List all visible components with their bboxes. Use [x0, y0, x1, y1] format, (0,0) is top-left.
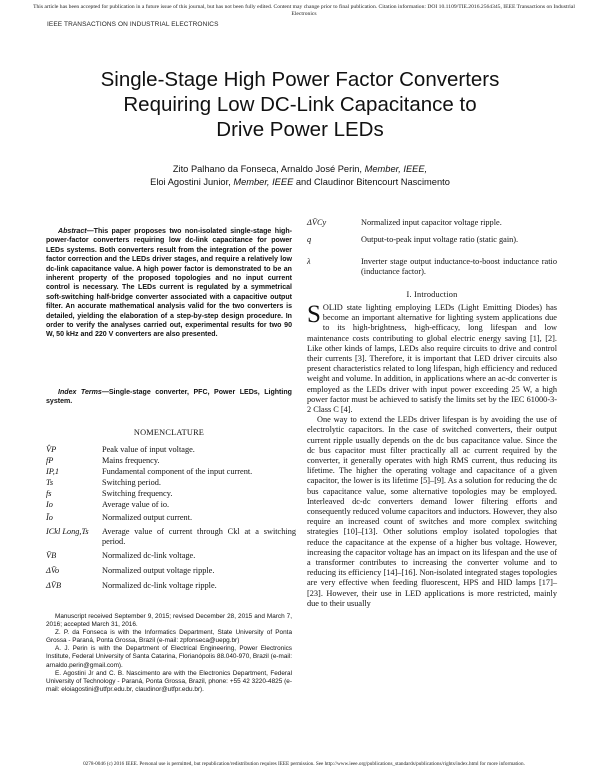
title-line-3: Drive Power LEDs — [216, 118, 384, 141]
index-terms-label: Index Terms — [58, 389, 102, 396]
nomenclature-symbol: Ts — [46, 478, 54, 487]
nomenclature-symbol: ΔV̄o — [46, 566, 60, 575]
nomenclature-definition: Output-to-peak input voltage ratio (static gain). — [361, 235, 519, 244]
paper-title — [40, 67, 560, 142]
authors-line-2-end: and Claudinor Bitencourt Nascimento — [293, 176, 450, 187]
nomenclature-definition: Switching period. — [102, 478, 161, 487]
index-terms — [46, 388, 292, 407]
nomenclature-definition: Normalized output voltage ripple. — [102, 566, 215, 575]
abstract-label: Abstract — [58, 228, 87, 235]
nomenclature-symbol: fs — [46, 489, 52, 498]
nomenclature-definition: Peak value of input voltage. — [102, 445, 195, 454]
journal-name: IEEE TRANSACTIONS ON INDUSTRIAL ELECTRONICS — [47, 21, 219, 28]
nomenclature-symbol: ΔV̄Cy — [307, 218, 327, 227]
nomenclature-symbol: fP — [46, 456, 54, 465]
nomenclature-symbol: ICkl Long,Ts — [46, 527, 89, 536]
abstract — [46, 227, 292, 340]
footnote-received: Manuscript received September 9, 2015; revised December 28, 2015 and March 7, 2016; accepted March 31, 2016. — [46, 613, 292, 629]
footnote-author-2: A. J. Perin is with the Department of Electrical Engineering, Power Electronics Institute, Federal University of Santa Catarina, Florianópolis 88.040-970, Brazil (e-mail: arnaldo.perin@gmail.com). — [46, 645, 292, 669]
index-terms-text: —Single-stage converter, PFC, Power LEDs, Lighting system. — [46, 389, 292, 406]
membership: Member, IEEE — [233, 176, 294, 187]
footnote-author-1: Z. P. da Fonseca is with the Informatics Department, State University of Ponta Grossa - Paraná, Ponta Grossa, Brazil (e-mail: zpfonseca@uepg.br) — [46, 629, 292, 645]
introduction-body — [307, 303, 557, 609]
nomenclature-definition: Mains frequency. — [102, 456, 160, 465]
nomenclature-heading: NOMENCLATURE — [133, 428, 205, 437]
author-footnote — [46, 613, 292, 694]
nomenclature-definition: Average value of io. — [102, 500, 170, 509]
intro-paragraph-1 — [307, 303, 557, 415]
nomenclature-definition: Average value of current through Ckl at a switching period. — [102, 527, 296, 546]
intro-paragraph-1-text: state lighting employing LEDs (Light Emitting Diodes) has become an important alternative for lighting system applications due to its high-brightness, high-efficacy, long lifespan and low maintenance costs contributing to global electric energy saving [1], [2]. Like other kinds of lamps, LEDs also require circuits to drive and control their currents [3]. Therefore, it is important that LED driver circuits also present characteristics related to long lifespan, high efficiency and reduced weight and volume. In addition, in applications where an ac-dc converter is employed as the LEDs driver with input power exceeding 25 W, a high power factor must be achieved to satisfy the limits set by the IEC 61000-3-2 Class C [4]. — [307, 303, 557, 415]
nomenclature-symbol: Io — [46, 500, 53, 509]
intro-smallcaps: OLID — [322, 303, 343, 312]
nomenclature-symbol: q — [307, 235, 312, 244]
footnote-author-3-4: E. Agostini Jr and C. B. Nascimento are with the Electronics Department, Federal University of Technology - Paraná, Ponta Grossa, Brazil, phone: +55 42 3220-4825 (e-mail: eloiagostini@utfpr.edu.br, claudinor@utfpr.edu.br). — [46, 669, 292, 693]
nomenclature-symbol: IP,1 — [46, 467, 59, 476]
nomenclature-definition: Inverter stage output inductance-to-boost inductance ratio (inductance factor). — [361, 257, 557, 276]
nomenclature-symbol: λ — [307, 257, 311, 266]
prepublication-notice: This article has been accepted for publication in a future issue of this journal, but has not been fully edited. Content may change prior to final publication. Citation information: DOI 10.1109/TIE.2016.2564345, IEEE Transactions on Industrial Electronics — [33, 4, 575, 17]
title-line-1: Single-Stage High Power Factor Converters — [100, 68, 500, 91]
nomenclature-definition: Normalized dc-link voltage. — [102, 551, 196, 560]
nomenclature-definition: Normalized dc-link voltage ripple. — [102, 581, 217, 590]
nomenclature-symbol: V̄B — [46, 551, 57, 560]
copyright-notice: 0278-0046 (c) 2016 IEEE. Personal use is permitted, but republication/redistribution requires IEEE permission. See http://www.ieee.org/publications_standards/publications/rights/index.html for more information. — [83, 761, 525, 767]
intro-paragraph-2: One way to extend the LEDs driver lifespan is by avoiding the use of electrolytic capacitors. In the case of switched converters, their output current ripple usually depends on the dc bus capacitance value. Since the dc bus capacitor must filter practically all ac current required by the converter, it generally operates with high RMS current, thus reducing its lifetime. The higher the operating voltage and capacitance of a given capacitor, the lower is its lifetime [5]–[9]. As a solution for reducing the dc bus capacitance value, some alternative topologies may be employed. Interleaved dc-dc converters demand lower filtering efforts and consequently reduced volume capacitors and inductors. However, they also require an increased count of switches and more complex switching strategies [10]–[13]. Other solutions employ isolated topologies that reduce the capacitance at the expense of a higher bus voltage. However, increasing the capacitor voltage has an impact on its lifespan and the use of a transformer contributes to increasing the converter volume and to reducing its efficiency [14]–[16]. Non-isolated integrated stages topologies are very effective when feeding fluorescent, HPS and HID lamps [17]–[23]. However, their use in LED applications is more restricted, mainly due to their usually — [307, 415, 557, 608]
nomenclature-symbol: Īo — [46, 513, 53, 522]
nomenclature-symbol: ΔV̄B — [46, 581, 62, 590]
nomenclature-definition: Fundamental component of the input current. — [102, 467, 253, 476]
authors-line-2: Eloi Agostini Junior, — [150, 176, 234, 187]
section-heading: I. Introduction — [406, 290, 458, 299]
nomenclature-definition: Switching frequency. — [102, 489, 173, 498]
membership: Member, IEEE, — [364, 164, 428, 174]
drop-cap: S — [307, 301, 321, 328]
nomenclature-symbol: V̂P — [46, 445, 57, 454]
authors-line-1: Zito Palhano da Fonseca, Arnaldo José Perin, — [172, 164, 365, 174]
nomenclature-definition: Normalized input capacitor voltage ripple. — [361, 218, 502, 227]
author-list — [40, 163, 560, 188]
abstract-text: —This paper proposes two non-isolated single-stage high-power-factor converters requiring low dc-link capacitance for power LEDs systems. Both converters result from the integration of the power factor correction and the LEDs driver stages, and require a relatively low dc-link capacitance value. A high power factor is demonstrated to be an inherent property of the proposed topologies and no input current control is necessary. The LEDs current is regulated by a symmetrical soft-switching half-bridge converter associated with a capacitive output filter. An accurate mathematical analysis valid for the two converters is detailed, yielding the elaboration of a step-by-step design procedure. In order to verify the analyses carried out, experimental results for two 90 W, 50 kHz and 220 V converters are also presented. — [46, 228, 292, 339]
title-line-2: Requiring Low DC-Link Capacitance to — [123, 93, 477, 116]
nomenclature-definition: Normalized output current. — [102, 513, 193, 522]
